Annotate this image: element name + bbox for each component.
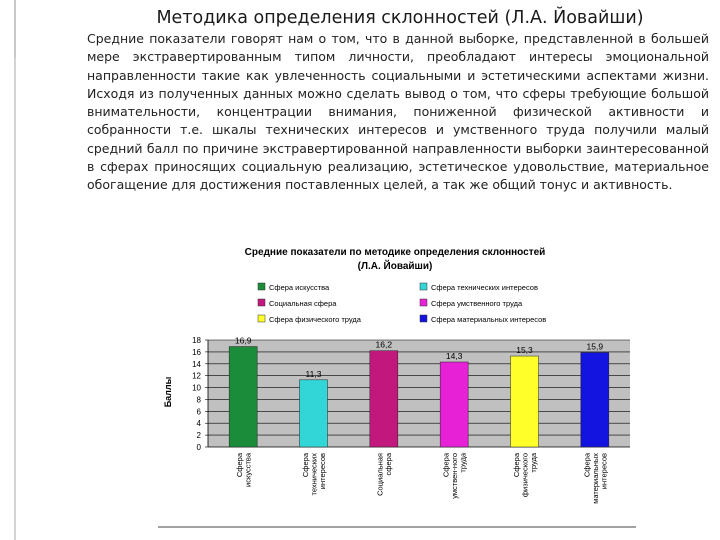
- legend-swatch: [258, 299, 265, 306]
- x-tick-label-line: материальных: [590, 453, 600, 504]
- legend-item: [420, 315, 546, 324]
- bar: [229, 347, 257, 447]
- x-tick-label-line: Сфера: [512, 453, 521, 478]
- legend-label: Сфера умственного труда: [431, 299, 523, 308]
- x-tick-label: [442, 452, 468, 499]
- legend-label: Социальная сфера: [269, 299, 337, 308]
- data-label: 11,3: [305, 368, 322, 379]
- x-tick-label-line: Сфера: [234, 453, 244, 478]
- y-axis-label: Баллы: [163, 376, 173, 408]
- plot-background: [208, 340, 630, 447]
- bar: [511, 356, 539, 447]
- legend-label: Сфера технических интересов: [431, 283, 538, 292]
- y-tick-label: 16: [192, 347, 201, 357]
- legend-swatch: [258, 315, 265, 322]
- data-label: 15,3: [516, 345, 533, 356]
- x-tick-label-line: Социальная: [375, 453, 385, 496]
- x-tick-label-line: физического: [520, 453, 530, 498]
- legend-swatch: [420, 299, 427, 306]
- x-tick-label: [235, 452, 253, 487]
- x-tick-label: [582, 452, 608, 504]
- legend-item: [258, 315, 362, 324]
- x-tick-label: [512, 452, 538, 497]
- chart: [158, 240, 648, 540]
- legend-swatch: [420, 283, 427, 290]
- data-label: 16,2: [375, 339, 393, 350]
- legend-label: Сфера материальных интересов: [431, 315, 547, 324]
- legend-swatch: [258, 283, 265, 290]
- x-tick-label-line: интересов: [599, 453, 609, 490]
- legend-swatch: [420, 315, 427, 322]
- legend-label: Сфера искусства: [269, 283, 330, 292]
- data-label: 14,3: [445, 350, 463, 361]
- x-tick-label-line: сфера: [384, 453, 394, 476]
- bar: [581, 352, 609, 447]
- legend-item: [420, 299, 523, 308]
- slide-paragraph: Средние показатели говорят нам о том, что в данной выборке, представленной в большей мере экстравертированным типом личности, преобладают интересы эмоциональной направленности такие как увлеченность социальными и эстетическими аспектами жизни. Исходя из полученных данных можно сделать вывод о том, что сферы требующие большой внимательности, концентрации внимания, пониженной физической активности и собранности т.е. шкалы технических интересов и умственного труда получили малый средний балл по причине экстравертированной направленности выборки заинтересованной в сферах приносящих социальную реализацию, эстетическое удовольствие, материальное обогащение для достижения поставленных целей, а так же общий тонус и активность.: [87, 31, 709, 193]
- x-tick-label: [376, 452, 394, 496]
- y-tick-label: 14: [192, 359, 201, 369]
- y-tick-label: 4: [196, 419, 201, 429]
- x-tick-label: [301, 452, 327, 495]
- legend-label: Сфера физического труда: [269, 315, 361, 324]
- y-tick-label: 18: [192, 336, 201, 345]
- frame-line-left: [14, 58, 16, 540]
- chart-subtitle: (Л.А. Йовайши): [357, 261, 433, 272]
- y-tick-label: 2: [196, 431, 201, 441]
- chart-title: Средние показатели по методике определения склонностей: [244, 247, 546, 258]
- chart-legend: [258, 283, 546, 324]
- plot-area: [192, 336, 630, 504]
- data-label: 16,9: [234, 335, 252, 346]
- y-tick-label: 0: [196, 443, 201, 452]
- y-tick-label: 6: [196, 407, 201, 417]
- data-label: 15,9: [586, 341, 604, 352]
- y-tick-label: 10: [192, 383, 201, 393]
- legend-item: [258, 283, 330, 292]
- x-tick-label-line: умствен-ного: [450, 453, 460, 499]
- bar: [370, 351, 398, 447]
- y-tick-label: 8: [196, 395, 201, 405]
- x-tick-label-line: Сфера: [582, 453, 592, 478]
- x-tick-label-line: Сфера: [301, 453, 310, 478]
- x-tick-label-line: интересов: [318, 453, 327, 490]
- x-tick-label-line: труда: [529, 453, 538, 473]
- bar: [300, 380, 328, 447]
- legend-item: [420, 283, 538, 292]
- slide-title: Методика определения склонностей (Л.А. Йовайши): [156, 8, 644, 28]
- y-tick-label: 12: [192, 371, 201, 381]
- x-tick-label-line: труда: [458, 453, 468, 473]
- legend-item: [258, 299, 337, 308]
- x-tick-label-line: искусства: [243, 453, 253, 487]
- x-tick-label-line: технических: [309, 453, 319, 496]
- x-tick-label-line: Сфера: [441, 453, 451, 478]
- bar: [440, 362, 468, 447]
